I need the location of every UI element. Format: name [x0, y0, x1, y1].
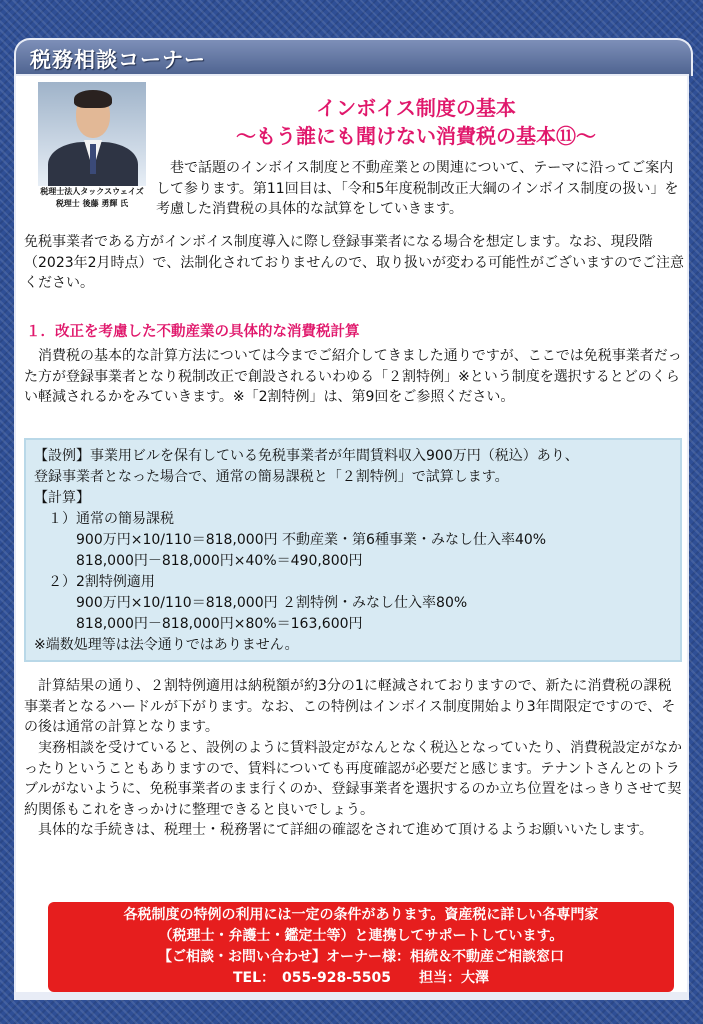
- paragraph-2: 消費税の基本的な計算方法については今までご紹介してきました通りですが、ここでは免税事業者だった方が登録事業者となり税制改正で創設されるいわゆる「２割特例」※という制度を選択するとどのくらい軽減されるかをみていきます。※「2割特例」は、第9回をご参照ください。: [24, 348, 682, 405]
- panel-bottom-border: [14, 994, 689, 1000]
- paragraph-3: 計算結果の通り、２割特例適用は納税額が約3分の1に軽減されておりますので、新たに消費税の課税事業者となるハードルが下がります。なお、この特例はインボイス制度開始より3年間限定ですので、その後は通常の計算となります。: [24, 678, 676, 735]
- section-header: [14, 38, 693, 76]
- section-heading: １．改正を考慮した不動産業の具体的な消費税計算: [26, 324, 360, 340]
- case1-line2: 818,000円－818,000円×40%＝490,800円: [76, 553, 363, 569]
- case2-line2: 818,000円－818,000円×80%＝163,600円: [76, 616, 363, 632]
- example-setting-line2: 登録事業者となった場合で、通常の簡易課税と「２割特例」で試算します。: [34, 469, 509, 485]
- paragraph-1: 免税事業者である方がインボイス制度導入に際し登録事業者になる場合を想定します。なお、現段階（2023年2月時点）で、法制化されておりませんので、取り扱いが変わる可能性がございますのでご注意ください。: [24, 234, 684, 291]
- example-box: [24, 438, 682, 662]
- example-calc-label: 【計算】: [34, 490, 90, 506]
- paragraph-5: 具体的な手続きは、税理士・税務署にて詳細の確認をされて進めて頂けるようお願いいたします。: [38, 822, 653, 838]
- case1-line1: 900万円×10/110＝818,000円 不動産業・第6種事業・みなし仕入率40%: [76, 532, 547, 548]
- article-subtitle: ～もう誰にも聞けない消費税の基本⑪～: [236, 124, 596, 148]
- section-title: 税務相談コーナー: [30, 48, 206, 72]
- example-note: ※端数処理等は法令通りではありません。: [34, 637, 299, 653]
- intro-paragraph: 巷で話題のインボイス制度と不動産業との関連について、テーマに沿ってご案内して参ります。第11回目は、「令和5年度税制改正大綱のインボイス制度の扱い」を考慮した消費税の具体的な試算をしていきます。: [156, 160, 679, 217]
- content-panel: [14, 74, 689, 994]
- author-name: 税理士 後藤 勇輝 氏: [55, 199, 129, 208]
- article-title: インボイス制度の基本: [316, 96, 516, 120]
- paragraph-4: 実務相談を受けていると、設例のように賃料設定がなんとなく税込となっていたり、消費税設定がなかったりということもありますので、賃料についても再度確認が必要だと感じます。テナントさんとのトラブルがないように、免税事業者のまま行くのか、登録事業者を選択するのか立ち位置をはっきりさせて契約関係もこれをきっかけに整理できると良いでしょう。: [24, 740, 682, 818]
- case2-label: ２）2割特例適用: [48, 574, 155, 590]
- author-photo: [38, 82, 146, 186]
- notice-line3: 【ご相談・お問い合わせ】オーナー様：相続＆不動産ご相談窓口: [158, 949, 564, 965]
- notice-phone: TEL： 055-928-5505 担当：大澤: [232, 970, 490, 986]
- author-firm: 税理士法人タックスウェイズ: [40, 187, 144, 196]
- contact-notice: [48, 902, 674, 992]
- example-setting-line1: 【設例】事業用ビルを保有している免税事業者が年間賃料収入900万円（税込）あり、: [34, 448, 579, 464]
- notice-line1: 各税制度の特例の利用には一定の条件があります。資産税に詳しい各専門家: [123, 907, 599, 923]
- case2-line1: 900万円×10/110＝818,000円 ２割特例・みなし仕入率80%: [76, 595, 468, 611]
- notice-line2: （税理士・弁護士・鑑定士等）と連携してサポートしています。: [158, 928, 564, 944]
- case1-label: １）通常の簡易課税: [48, 511, 174, 527]
